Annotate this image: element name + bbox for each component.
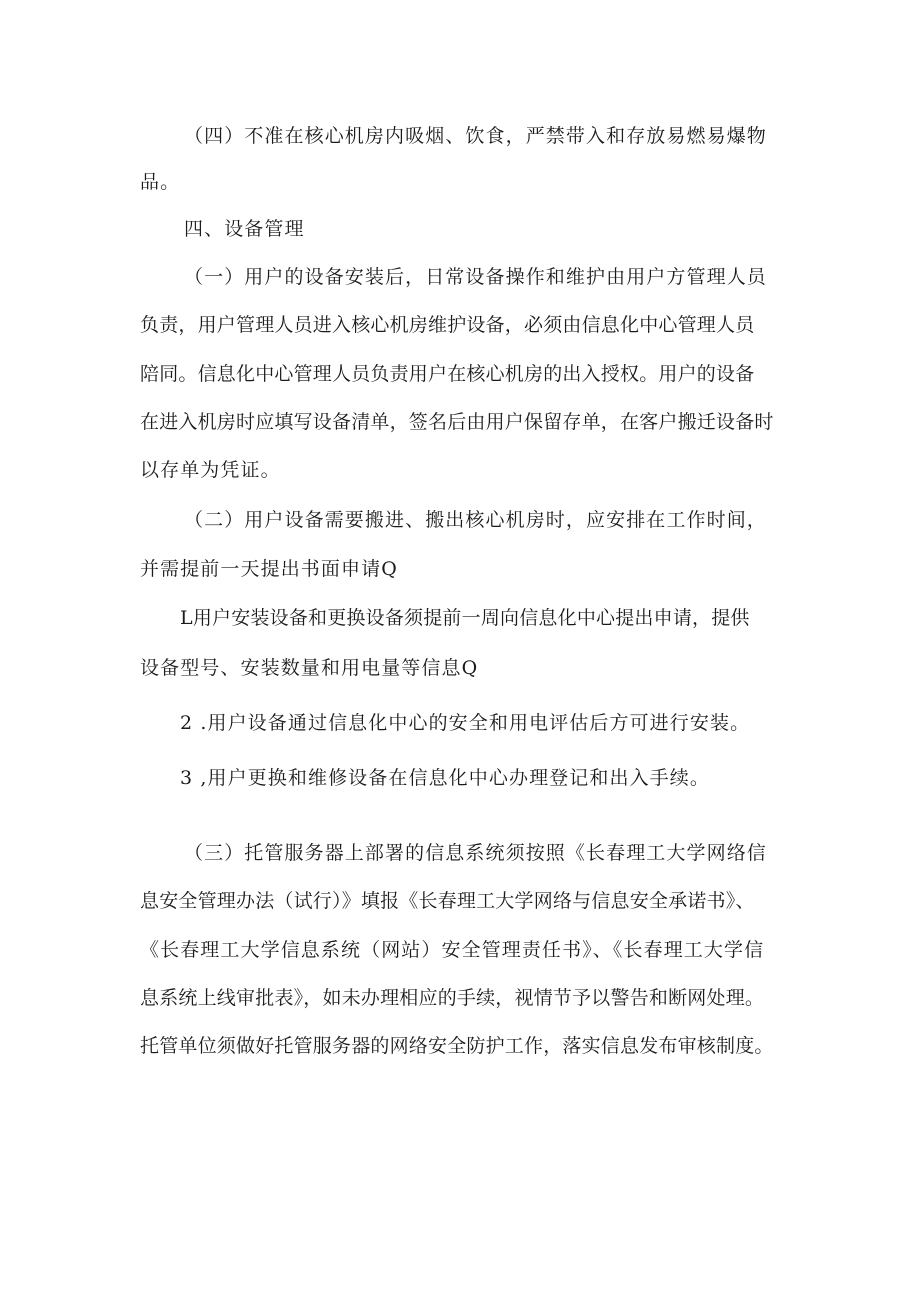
paragraph-line: 以存单为凭证。 <box>140 459 281 481</box>
paragraph-line: 托管单位须做好托管服务器的网络安全防护工作，落实信息发布审核制度。 <box>140 1035 774 1057</box>
list-item: 3 ,用户更换和维修设备在信息化中心办理登记和出入手续。 <box>180 767 710 789</box>
list-item: L用户安装设备和更换设备须提前一周向信息化中心提出申请，提供 <box>180 607 750 629</box>
paragraph-line: 陪同。信息化中心管理人员负责用户在核心机房的出入授权。用户的设备 <box>140 363 755 385</box>
paragraph-line: （一）用户的设备安装后，日常设备操作和维护由用户方管理人员 <box>184 266 767 288</box>
paragraph-line: 负责，用户管理人员进入核心机房维护设备，必须由信息化中心管理人员 <box>140 314 755 336</box>
paragraph-line: 设备型号、安装数量和用电量等信息Q <box>140 657 479 679</box>
paragraph-line: （三）托管服务器上部署的信息系统须按照《长春理工大学网络信 <box>184 842 767 864</box>
paragraph-line: 《长春理工大学信息系统（网站）安全管理责任书》、《长春理工大学信 <box>140 939 765 961</box>
section-heading: 四、设备管理 <box>184 218 305 240</box>
paragraph-line: 品。 <box>140 171 181 193</box>
paragraph-line: （二）用户设备需要搬进、搬出核心机房时，应安排在工作时间， <box>184 509 767 531</box>
paragraph-line: 息安全管理办法（试行）》填报《长春理工大学网络与信息安全承诺书》、 <box>140 890 755 912</box>
paragraph-line: （四）不准在核心机房内吸烟、饮食，严禁带入和存放易燃易爆物 <box>184 125 767 147</box>
paragraph-line: 并需提前一天提出书面申请Q <box>140 558 398 580</box>
paragraph-line: 在进入机房时应填写设备清单，签名后由用户保留存单，在客户搬迁设备时 <box>140 411 774 433</box>
list-item: 2 .用户设备通过信息化中心的安全和用电评估后方可进行安装。 <box>180 712 751 734</box>
paragraph-line: 息系统上线审批表》，如未办理相应的手续，视情节予以警告和断网处理。 <box>140 987 765 1009</box>
